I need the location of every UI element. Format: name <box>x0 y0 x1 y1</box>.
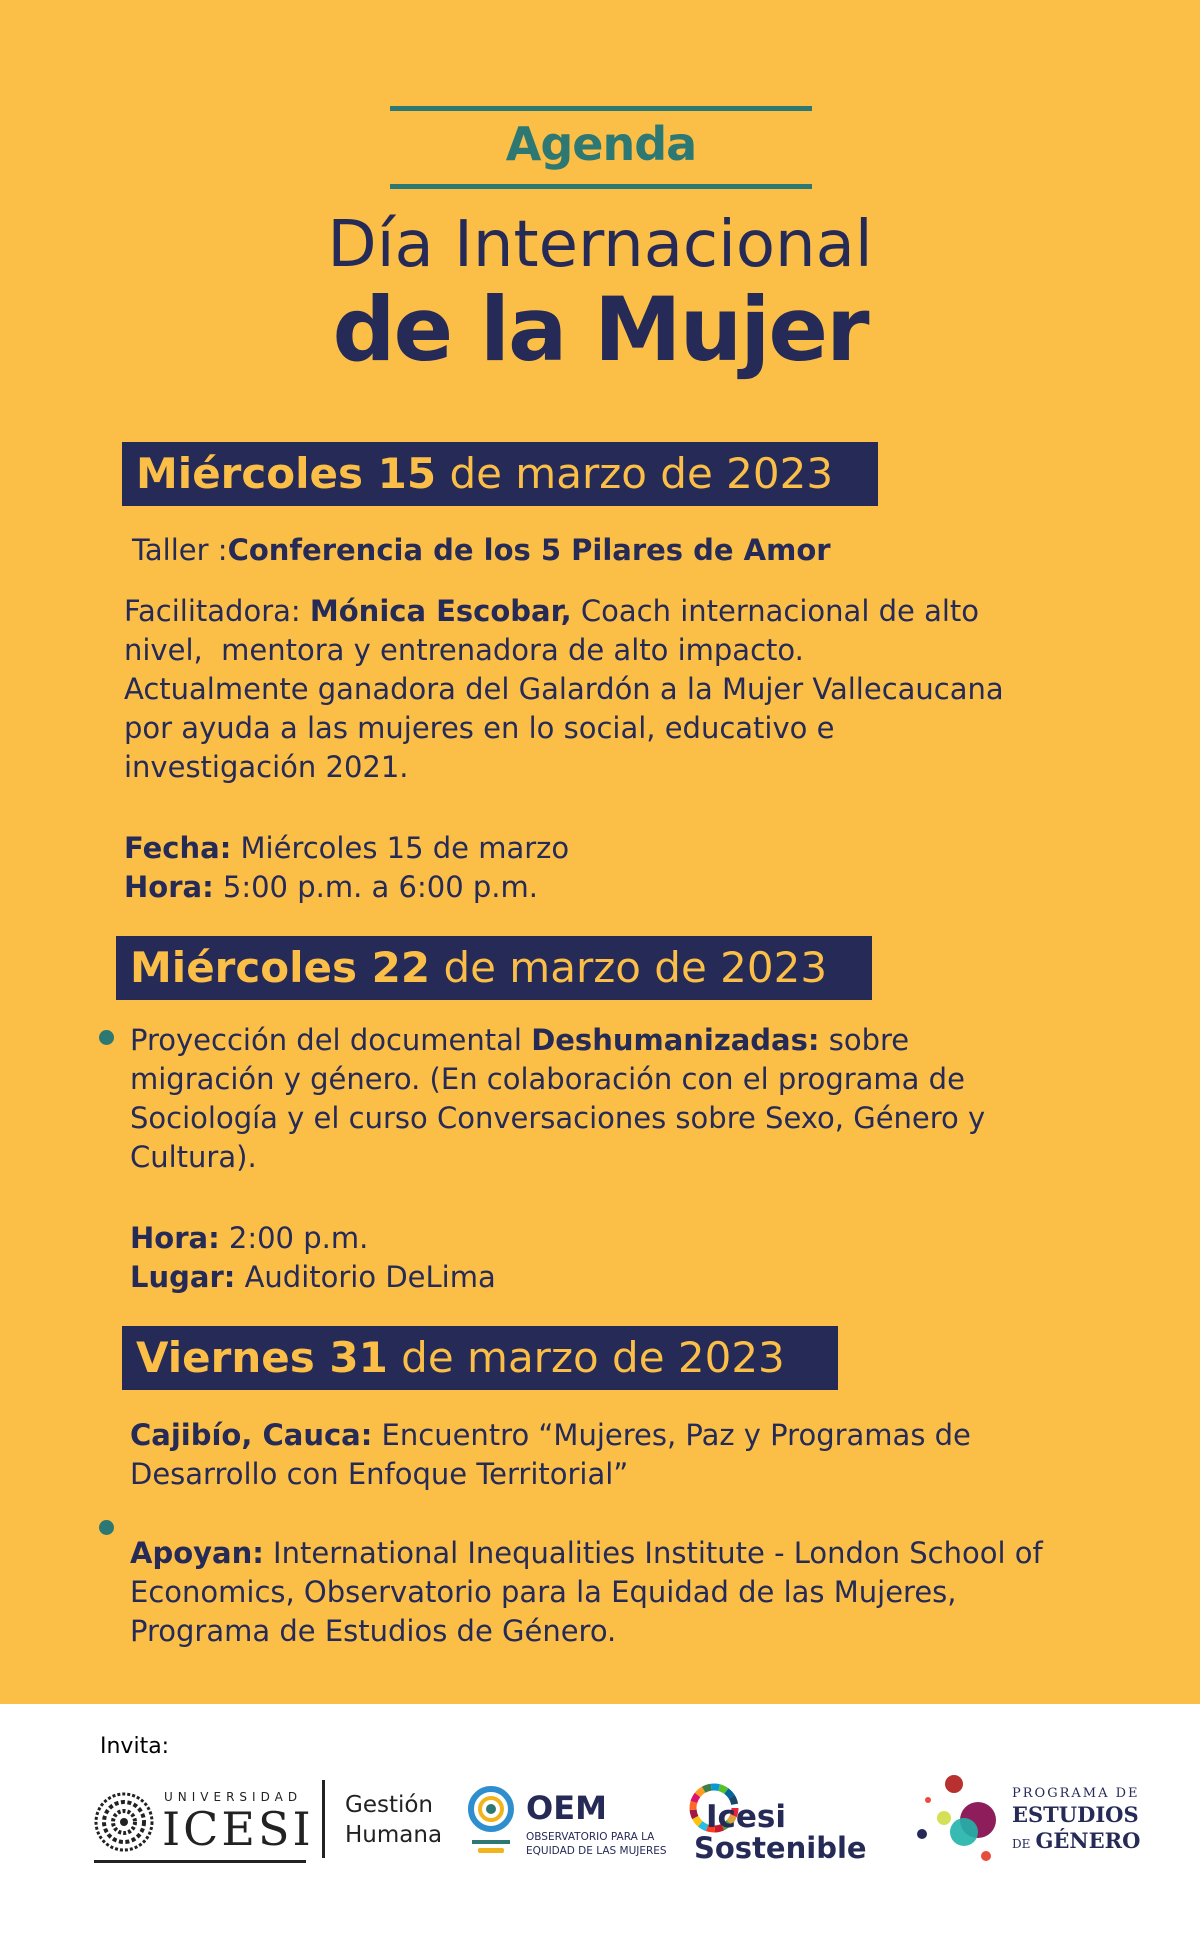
oem-logo <box>468 1784 688 1864</box>
date-rest: de marzo de 2023 <box>436 449 834 498</box>
date-rest: de marzo de 2023 <box>387 1333 785 1382</box>
documental-prefix: Proyección del documental <box>130 1023 532 1057</box>
documental-line-1 <box>130 1021 985 1060</box>
cajibio-line-2: Desarrollo con Enfoque Territorial” <box>130 1457 629 1491</box>
sostenible-line-1: Icesi <box>706 1799 787 1835</box>
hora-label: Hora: <box>124 870 214 904</box>
title-line-2: de la Mujer <box>332 278 868 381</box>
facilitadora-line-2: nivel, mentora y entrenadora de alto impacto. <box>124 633 804 667</box>
lugar-value: Auditorio DeLima <box>235 1260 496 1294</box>
sostenible-line-2: Sostenible <box>694 1831 867 1865</box>
facilitadora-desc-1: Coach internacional de alto <box>571 594 980 628</box>
gestion-line-2: Humana <box>345 1822 443 1848</box>
genero-de: DE <box>1012 1837 1031 1851</box>
facilitadora-line-1 <box>124 592 1004 631</box>
date-bar-31-marzo <box>122 1326 838 1390</box>
documental-line-4: Cultura). <box>130 1140 257 1174</box>
agenda-top-rule <box>390 106 812 111</box>
facilitadora-line-4: por ayuda a las mujeres en lo social, educativo e <box>124 711 835 745</box>
icesi-logo <box>94 1786 332 1864</box>
hora-label: Hora: <box>130 1221 220 1255</box>
apoyan-block <box>130 1534 1043 1651</box>
taller-prefix: Taller : <box>132 533 228 567</box>
icesi-name: ICESI <box>162 1802 314 1856</box>
genero-line-3 <box>1012 1828 1140 1857</box>
fecha-label: Fecha: <box>124 831 232 865</box>
date-rest: de marzo de 2023 <box>430 943 828 992</box>
facilitadora-block <box>124 592 1004 787</box>
icesi-sostenible-logo <box>686 1782 882 1866</box>
oem-subtitle-1: OBSERVATORIO PARA LA <box>526 1831 655 1843</box>
documental-desc-1: sobre <box>819 1023 910 1057</box>
cajibio-label: Cajibío, Cauca: <box>130 1418 373 1452</box>
lugar-label: Lugar: <box>130 1260 236 1294</box>
hora-value: 5:00 p.m. a 6:00 p.m. <box>213 870 538 904</box>
date-bar-15-marzo <box>122 442 878 506</box>
date-day: Miércoles 15 <box>136 449 437 498</box>
taller-line <box>132 531 831 570</box>
hora-value: 2:00 p.m. <box>219 1221 369 1255</box>
date-day: Miércoles 22 <box>130 943 431 992</box>
apoyan-line-1 <box>130 1534 1043 1573</box>
title-line-1: Día Internacional <box>327 208 873 282</box>
icesi-seal-icon <box>94 1792 154 1852</box>
gestion-line-1: Gestión <box>345 1792 434 1818</box>
footer <box>0 1704 1200 1942</box>
facilitadora-line-5: investigación 2021. <box>124 750 409 784</box>
documental-block <box>130 1021 985 1177</box>
apoyan-desc-1: International Inequalities Institute - London School of <box>263 1536 1043 1570</box>
estudios-genero-logo <box>914 1772 1146 1872</box>
fecha-hora-block <box>124 829 569 907</box>
bullet-dot <box>99 1520 114 1535</box>
bullet-dot <box>99 1030 114 1045</box>
genero-dots-icon <box>914 1772 1004 1864</box>
hora-line <box>124 868 569 907</box>
genero-word: GÉNERO <box>1035 1828 1141 1853</box>
date-day: Viernes 31 <box>136 1333 388 1382</box>
genero-line-2: ESTUDIOS <box>1012 1802 1139 1827</box>
agenda-bottom-rule <box>390 184 812 189</box>
icesi-underline <box>94 1860 306 1863</box>
logo-divider <box>322 1780 325 1858</box>
apoyan-label: Apoyan: <box>130 1536 264 1570</box>
documental-title: Deshumanizadas: <box>531 1023 820 1057</box>
hora-line <box>130 1219 496 1258</box>
apoyan-line-3: Programa de Estudios de Género. <box>130 1614 617 1648</box>
agenda-heading: Agenda <box>505 117 697 171</box>
apoyan-line-2: Economics, Observatorio para la Equidad de las Mujeres, <box>130 1575 957 1609</box>
oem-name: OEM <box>526 1789 607 1827</box>
cajibio-desc-1: Encuentro “Mujeres, Paz y Programas de <box>372 1418 971 1452</box>
hora-lugar-block <box>130 1219 496 1297</box>
genero-line-1: PROGRAMA DE <box>1012 1786 1140 1801</box>
facilitadora-prefix: Facilitadora: <box>124 594 310 628</box>
cajibio-block <box>130 1416 971 1494</box>
lugar-line <box>130 1258 496 1297</box>
documental-line-3: Sociología y el curso Conversaciones sobre Sexo, Género y <box>130 1101 986 1135</box>
icesi-university-label: UNIVERSIDAD <box>164 1790 303 1804</box>
documental-line-2: migración y género. (En colaboración con el programa de <box>130 1062 965 1096</box>
cajibio-line-1 <box>130 1416 971 1455</box>
oem-subtitle-2: EQUIDAD DE LAS MUJERES <box>526 1845 667 1857</box>
gestion-humana-logo <box>345 1790 442 1850</box>
facilitadora-name: Mónica Escobar, <box>309 594 572 628</box>
date-bar-22-marzo <box>116 936 872 1000</box>
fecha-value: Miércoles 15 de marzo <box>231 831 570 865</box>
oem-symbol-icon <box>468 1786 514 1858</box>
taller-title: Conferencia de los 5 Pilares de Amor <box>227 533 831 567</box>
facilitadora-line-3: Actualmente ganadora del Galardón a la Mujer Vallecaucana <box>124 672 1004 706</box>
fecha-line <box>124 829 569 868</box>
invite-label: Invita: <box>100 1734 170 1759</box>
